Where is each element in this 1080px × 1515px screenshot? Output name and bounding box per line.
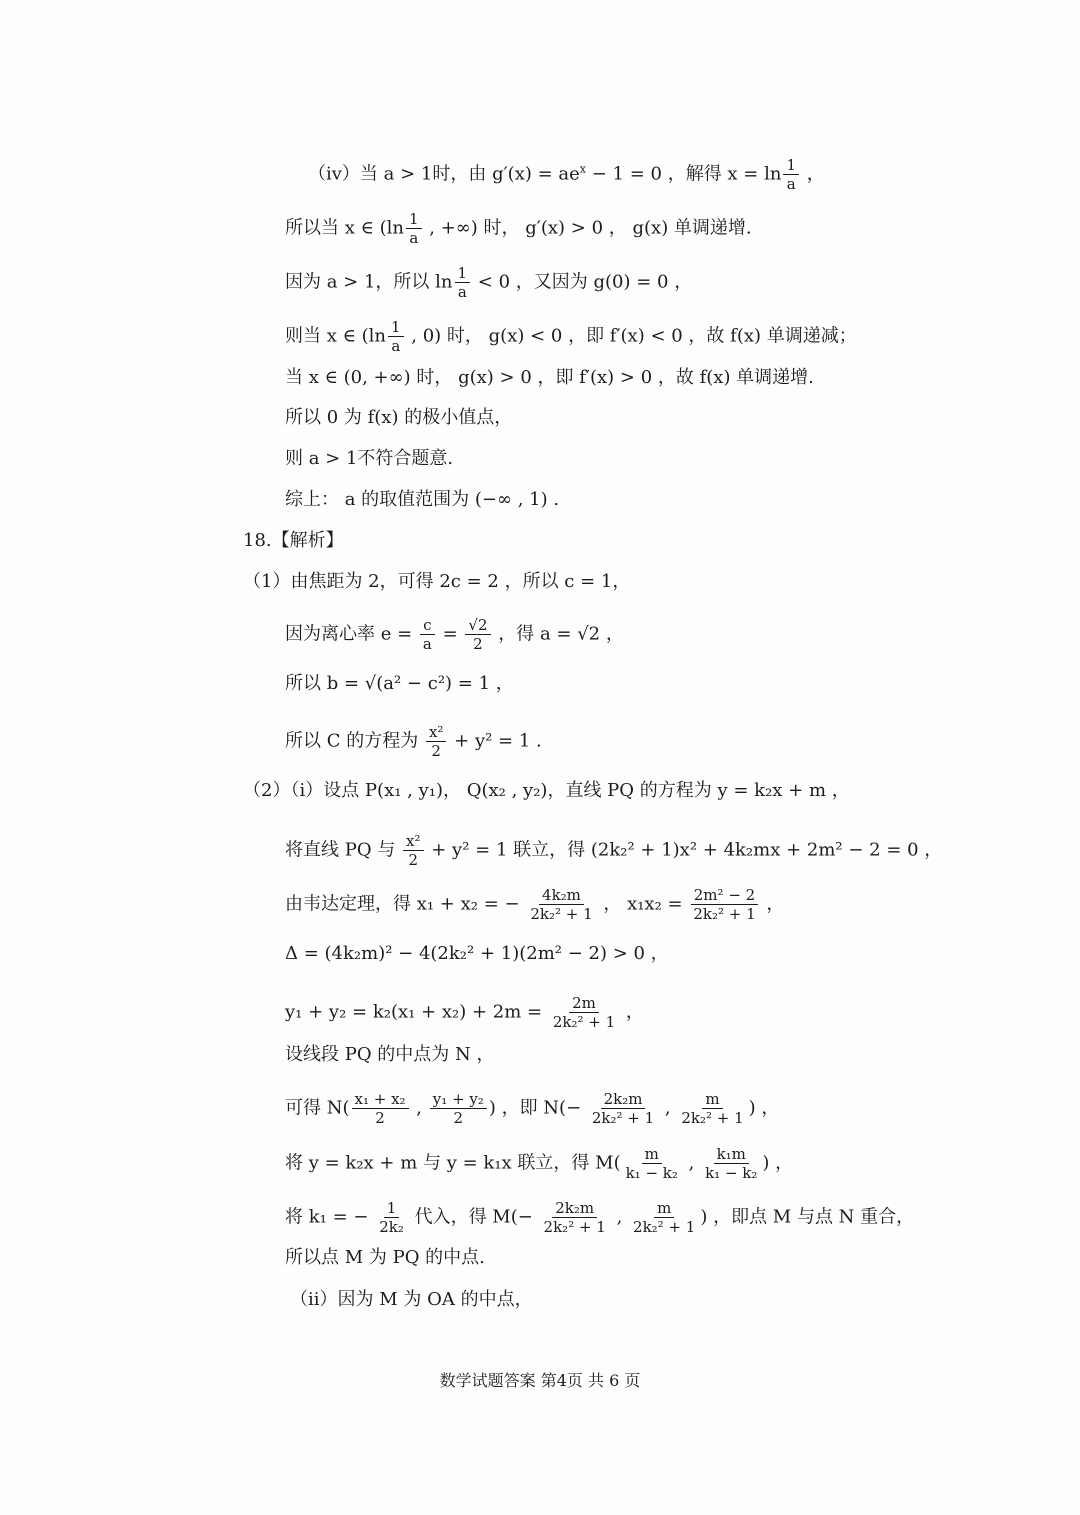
fraction: $\frac{\text{x²}}{2}$ xyxy=(426,723,446,760)
text-line-7: 则 a > 1不符合题意. xyxy=(285,448,454,469)
fraction: $\frac{m}{\text{k₁ − k₂}}$ xyxy=(625,1145,678,1182)
text-line-1: （iv）当 a > 1时，由 $g'(x) = ae^x - 1 = 0$ ，解得 x = ln $\frac{1}{a}$ ， xyxy=(308,156,825,193)
text-line-20: 可得 N( $\frac{\text{x₁ + x₂}}{2}$ , $\frac{\text{y₁ + y₂}}{2}$ ) ，即 N(− $\frac{\text{2k₂m}}{\text{2k₂² + 1}}$ , $\frac{m}{\text{2k₂² + 1}}$ ) ， xyxy=(285,1090,780,1127)
text-line-6: 所以 0 为 f(x) 的极小值点， xyxy=(285,407,513,428)
fraction: $\frac{1}{a}$ xyxy=(388,318,404,355)
fraction: $\frac{m}{\text{2k₂² + 1}}$ xyxy=(681,1090,744,1127)
text-line-8: 综上： a 的取值范围为 (−∞ , 1) . xyxy=(285,489,560,510)
fraction: $\frac{√2}{2}$ xyxy=(465,616,490,653)
text-line-23: 所以点 M 为 PQ 的中点. xyxy=(285,1247,485,1268)
fraction: $\frac{1}{\text{2k₂}}$ xyxy=(379,1199,404,1236)
text-line-10: （1）由焦距为 2，可得 2c = 2 ，所以 c = 1， xyxy=(243,571,631,592)
fraction: $\frac{1}{a}$ xyxy=(783,156,799,193)
text-line-22: 将 k₁ = − $\frac{1}{\text{2k₂}}$ 代入，得 M(− $\frac{\text{2k₂m}}{\text{2k₂² + 1}}$ , $\frac{m}{\text{2k₂² + 1}}$ ) ，即点 M 与点 N 重合， xyxy=(285,1199,915,1236)
text-line-11: 因为离心率 e = $\frac{c}{a}$ = $\frac{√2}{2}$ ，得 a = √2 ， xyxy=(285,616,624,653)
page-footer: 数学试题答案 第4页 共 6 页 xyxy=(439,1371,641,1390)
fraction: $\frac{\text{2k₂m}}{\text{2k₂² + 1}}$ xyxy=(543,1199,606,1236)
text-line-4: 则当 x ∈ (ln $\frac{1}{a}$ , 0) 时， g(x) < 0 ，即 f′(x) < 0 ，故 f(x) 单调递减； xyxy=(285,318,857,355)
fraction: $\frac{\text{k₁m}}{\text{k₁ − k₂}}$ xyxy=(705,1145,758,1182)
text-line-18: y₁ + y₂ = k₂(x₁ + x₂) + 2m = $\frac{2m}{\text{2k₂² + 1}}$ ， xyxy=(285,994,644,1031)
text-line-21: 将 y = k₂x + m 与 y = k₁x 联立，得 M( $\frac{m}{\text{k₁ − k₂}}$ , $\frac{\text{k₁m}}{\text{k₁ − k₂}}$ ) ， xyxy=(285,1145,794,1182)
fraction: $\frac{1}{a}$ xyxy=(455,264,471,301)
text-line-15: 将直线 PQ 与 $\frac{\text{x²}}{2}$ + y² = 1 联立，得 (2k₂² + 1)x² + 4k₂mx + 2m² − 2 = 0 ， xyxy=(285,832,943,869)
fraction: $\frac{\text{2m² − 2}}{\text{2k₂² + 1}}$ xyxy=(690,886,758,923)
text-line-2: 所以当 x ∈ (ln $\frac{1}{a}$ , +∞) 时， g′(x) > 0 ， g(x) 单调递增. xyxy=(285,210,752,247)
fraction: $\frac{\text{x²}}{2}$ xyxy=(403,832,423,869)
text-line-16: 由韦达定理，得 x₁ + x₂ = − $\frac{\text{4k₂m}}{\text{2k₂² + 1}}$ ， x₁x₂ = $\frac{\text{2m² − 2}}{\text{2k₂² + 1}}$ ， xyxy=(285,886,785,923)
text-line-17: Δ = (4k₂m)² − 4(2k₂² + 1)(2m² − 2) > 0 ， xyxy=(285,943,669,964)
text-line-3: 因为 a > 1，所以 ln $\frac{1}{a}$ < 0 ，又因为 g(0) = 0 ， xyxy=(285,264,693,301)
text-line-12: 所以 b = √(a² − c²) = 1 ， xyxy=(285,673,514,694)
fraction: $\frac{\text{4k₂m}}{\text{2k₂² + 1}}$ xyxy=(530,886,593,923)
fraction: $\frac{2m}{\text{2k₂² + 1}}$ xyxy=(552,994,616,1031)
text-line-24: （ii）因为 M 为 OA 的中点， xyxy=(290,1289,533,1310)
fraction: $\frac{c}{a}$ xyxy=(420,616,435,653)
fraction: $\frac{\text{y₁ + y₂}}{2}$ xyxy=(430,1090,487,1127)
fraction: $\frac{1}{a}$ xyxy=(406,210,422,247)
text-line-5: 当 x ∈ (0, +∞) 时， g(x) > 0 ，即 f′(x) > 0 ，故 f(x) 单调递增. xyxy=(285,367,814,388)
fraction: $\frac{\text{2k₂m}}{\text{2k₂² + 1}}$ xyxy=(591,1090,655,1127)
text-line-14: （2）（i）设点 P(x₁ , y₁)， Q(x₂ , y₂)，直线 PQ 的方程为 y = k₂x + m ， xyxy=(243,780,850,801)
text-line-19: 设线段 PQ 的中点为 N ， xyxy=(285,1044,495,1065)
fraction: $\frac{m}{\text{2k₂² + 1}}$ xyxy=(633,1199,696,1236)
text-line-13: 所以 C 的方程为 $\frac{\text{x²}}{2}$ + y² = 1 . xyxy=(285,723,542,760)
section-heading: 18.【解析】 xyxy=(243,530,344,551)
fraction: $\frac{\text{x₁ + x₂}}{2}$ xyxy=(352,1090,409,1127)
